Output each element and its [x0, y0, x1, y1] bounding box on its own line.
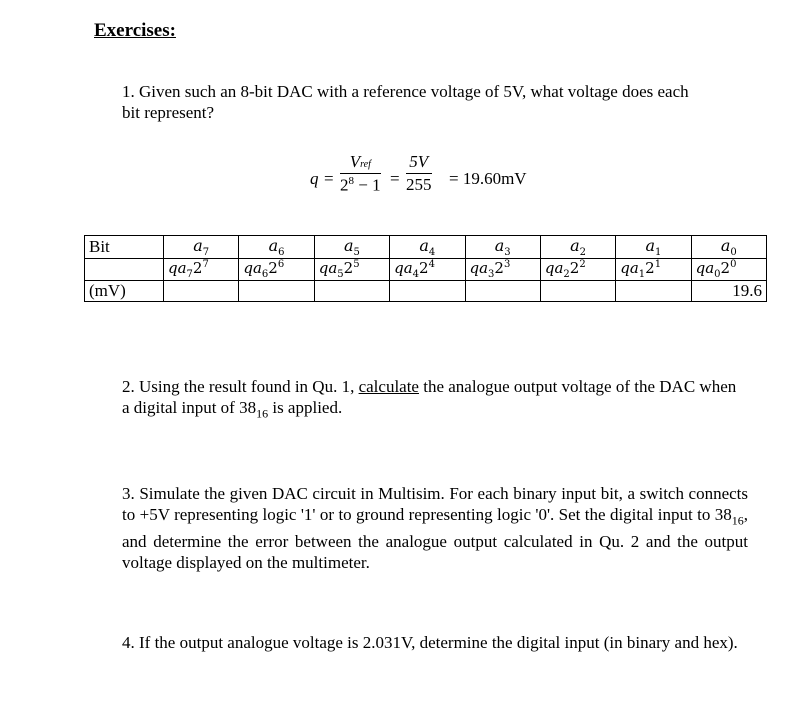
- table-row-weights: [85, 259, 767, 281]
- question-3-text-a: Simulate the given DAC circuit in Multisim. For each binary input bit, a switch connects to +5V representing logic '1' or to ground representing logic '0'. Set the digital input to 38: [122, 484, 748, 524]
- table-row-bits: [85, 236, 767, 259]
- question-1-number: 1.: [122, 82, 135, 101]
- weight-cell: $qa_52^5$: [314, 259, 389, 281]
- formula-equals-2: =: [390, 169, 400, 188]
- weight-cell: $qa_22^2$: [540, 259, 615, 281]
- question-4: [122, 632, 748, 653]
- row-label-mv: (mV): [85, 281, 164, 302]
- question-2-underlined: calculate: [358, 377, 419, 396]
- weight-cell: $qa_42^4$: [390, 259, 465, 281]
- fraction-1-denominator-rest: − 1: [354, 175, 381, 195]
- question-2-text-mid: the analogue output voltage of the DAC when a digital input of 38: [122, 377, 737, 417]
- question-2-text-before: Using the result found in Qu. 1,: [139, 377, 355, 396]
- weight-cell: $qa_62^6$: [239, 259, 314, 281]
- row-label-weight: [85, 259, 164, 281]
- fraction-1-denominator-exp: 8: [348, 175, 354, 187]
- fraction-2-denominator: 255: [406, 175, 432, 194]
- quantization-formula: [310, 152, 570, 208]
- page-heading: Exercises:: [94, 20, 176, 41]
- question-2-text-after: is applied.: [272, 398, 343, 417]
- bit-cell: $a_0$: [691, 236, 766, 259]
- formula-lhs: q: [310, 169, 319, 188]
- question-3-subscript: 16: [731, 513, 744, 528]
- mv-cell: [465, 281, 540, 302]
- question-4-text: If the output analogue voltage is 2.031V, determine the digital input (in binary and hex).: [139, 633, 738, 652]
- bit-cell: $a_3$: [465, 236, 540, 259]
- question-1-text: Given such an 8-bit DAC with a reference voltage of 5V, what voltage does each bit represent?: [122, 82, 689, 122]
- mv-cell: [239, 281, 314, 302]
- weight-cell: $qa_32^3$: [465, 259, 540, 281]
- bit-cell: $a_2$: [540, 236, 615, 259]
- fraction-1-numerator-sub: ref: [360, 159, 371, 170]
- formula-result: = 19.60mV: [449, 169, 527, 188]
- question-2: [122, 376, 742, 424]
- weight-cell: $qa_02^0$: [691, 259, 766, 281]
- bit-cell: $a_7$: [164, 236, 239, 259]
- fraction-1-numerator: V: [349, 152, 361, 171]
- bit-cell: $a_5$: [314, 236, 389, 259]
- mv-cell: [390, 281, 465, 302]
- mv-cell: [164, 281, 239, 302]
- formula-fraction-1: [340, 152, 381, 196]
- table-row-mv: [85, 281, 767, 302]
- row-label-bit: Bit: [85, 236, 164, 259]
- mv-cell: [540, 281, 615, 302]
- weight-cell: $qa_12^1$: [616, 259, 691, 281]
- question-3: [122, 483, 748, 573]
- bit-cell: $a_1$: [616, 236, 691, 259]
- question-3-text-b: , and determine the error between the analogue output calculated in Qu. 2 and the output voltage displayed on the multimeter.: [122, 505, 748, 573]
- mv-cell: [314, 281, 389, 302]
- bit-cell: $a_4$: [390, 236, 465, 259]
- mv-cell-lsb: 19.6: [691, 281, 766, 302]
- bit-weight-table: [84, 235, 767, 302]
- formula-equals-1: =: [324, 169, 334, 188]
- question-2-subscript: 16: [256, 406, 269, 421]
- question-3-number: 3.: [122, 484, 135, 503]
- question-4-number: 4.: [122, 633, 135, 652]
- formula-fraction-2: [406, 152, 432, 195]
- weight-cell: $qa_72^7$: [164, 259, 239, 281]
- fraction-1-denominator: 2: [340, 175, 349, 195]
- question-1: [122, 81, 702, 123]
- bit-cell: $a_6$: [239, 236, 314, 259]
- fraction-2-numerator: 5V: [406, 152, 432, 174]
- mv-cell: [616, 281, 691, 302]
- question-2-number: 2.: [122, 377, 135, 396]
